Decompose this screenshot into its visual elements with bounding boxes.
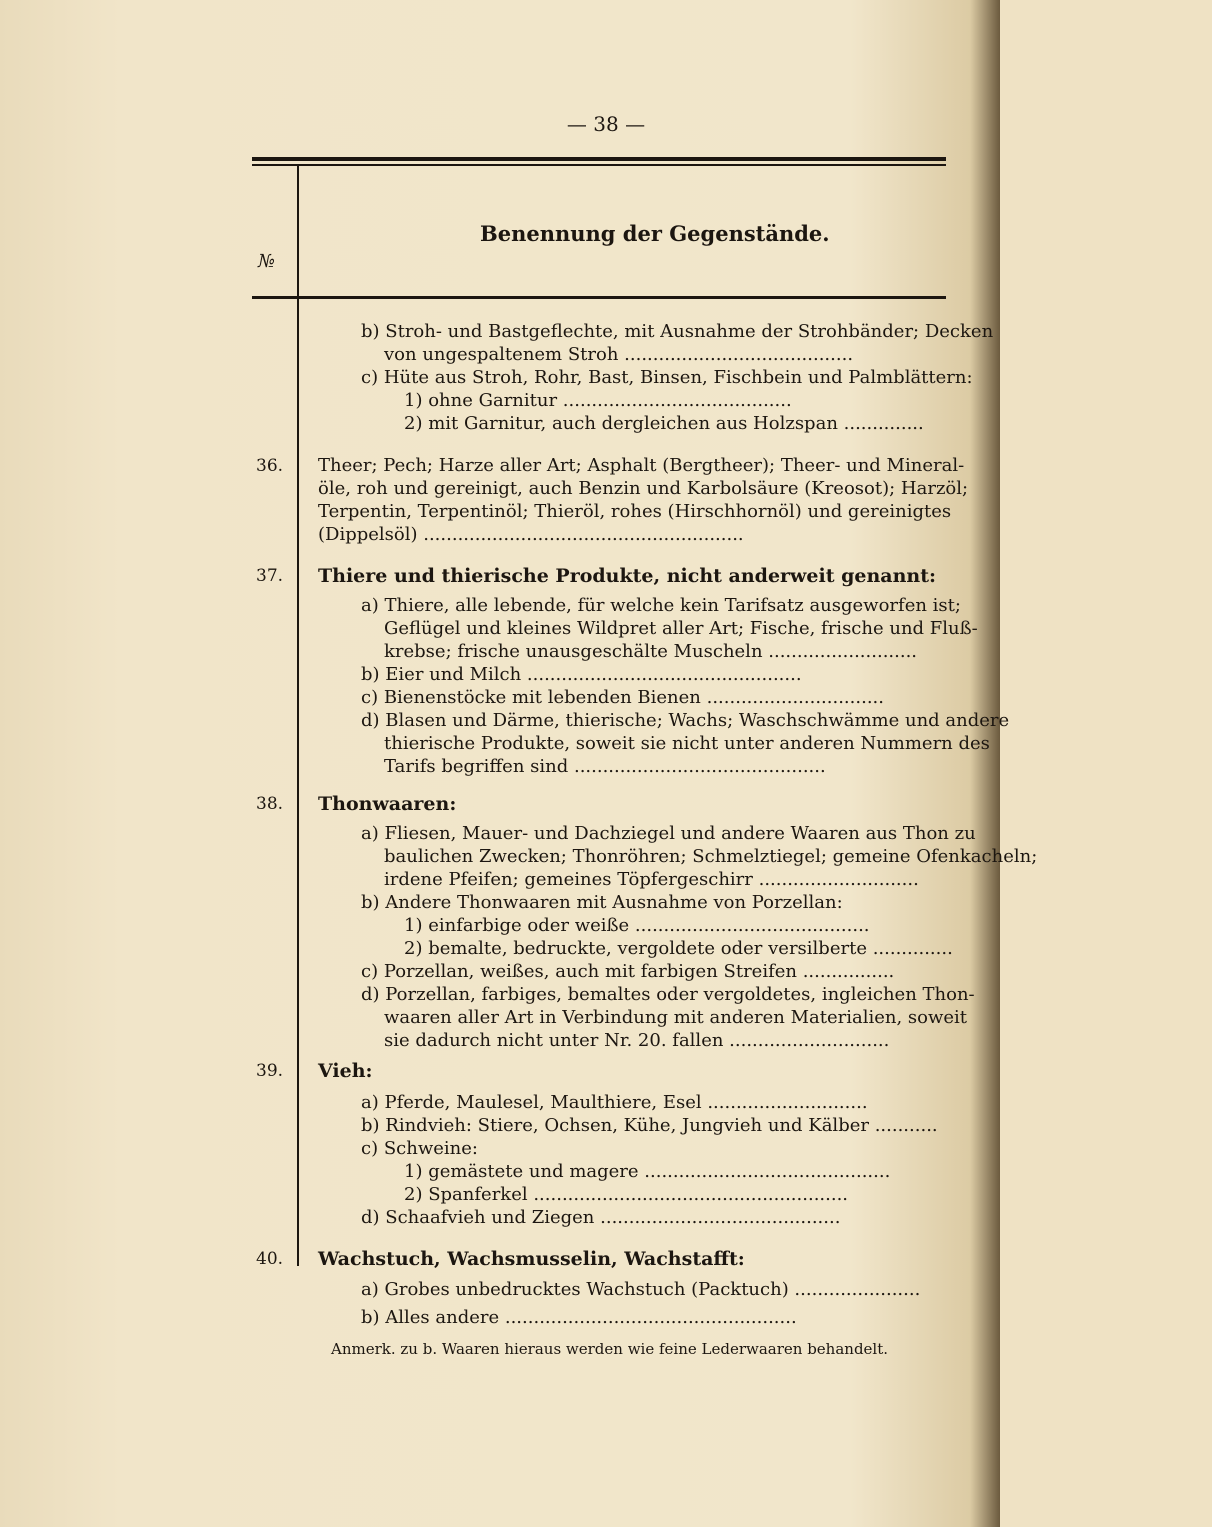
entry-line: d) Porzellan, farbiges, bemaltes oder vergoldetes, ingleichen Thon- [361, 984, 975, 1005]
entry-line: b) Eier und Milch ................................................ [361, 664, 802, 685]
column-header-number: № [258, 251, 276, 272]
entry-line: b) Alles andere ................................................... [361, 1307, 797, 1328]
footnote: Anmerk. zu b. Waaren hieraus werden wie feine Lederwaaren behandelt. [331, 1340, 889, 1358]
entry-number: 38. [256, 794, 284, 814]
entry-line: c) Porzellan, weißes, auch mit farbigen Streifen ................ [361, 961, 895, 982]
entry-line: c) Schweine: [361, 1138, 478, 1159]
entry-line: b) Rindvieh: Stiere, Ochsen, Kühe, Jungvieh und Kälber ........... [361, 1115, 938, 1136]
entry-line: Tarifs begriffen sind ............................................ [384, 756, 826, 777]
entry-line: (Dippelsöl) ........................................................ [318, 524, 744, 545]
entry-line: sie dadurch nicht unter Nr. 20. fallen ............................ [384, 1030, 890, 1051]
entry-heading: Wachstuch, Wachsmusselin, Wachstafft: [318, 1248, 745, 1270]
entry-number: 36. [256, 456, 284, 476]
entry-line: 1) ohne Garnitur ........................................ [404, 390, 792, 411]
entry-number: 39. [256, 1061, 284, 1081]
entry-line: 1) gemästete und magere ........................................... [404, 1161, 891, 1182]
entry-line: 1) einfarbige oder weiße ......................................... [404, 915, 870, 936]
entry-number: 37. [256, 566, 284, 586]
entry-line: c) Bienenstöcke mit lebenden Bienen ............................... [361, 687, 884, 708]
entry-line: irdene Pfeifen; gemeines Töpfergeschirr ............................ [384, 869, 919, 890]
entry-line: a) Fliesen, Mauer- und Dachziegel und andere Waaren aus Thon zu [361, 823, 976, 844]
entry-line: Theer; Pech; Harze aller Art; Asphalt (Bergtheer); Theer- und Mineral- [318, 455, 965, 476]
entry-line: 2) mit Garnitur, auch dergleichen aus Holzspan .............. [404, 413, 924, 434]
entry-line: krebse; frische unausgeschälte Muscheln .......................... [384, 641, 918, 662]
entry-line: von ungespaltenem Stroh ........................................ [384, 344, 854, 365]
entry-line: Geflügel und kleines Wildpret aller Art; Fische, frische und Fluß- [384, 618, 978, 639]
entry-heading: Thiere und thierische Produkte, nicht anderweit genannt: [318, 565, 937, 587]
entry-line: thierische Produkte, soweit sie nicht unter anderen Nummern des [384, 733, 990, 754]
page-number: — 38 — [566, 112, 646, 136]
entry-line: b) Andere Thonwaaren mit Ausnahme von Porzellan: [361, 892, 843, 913]
entry-line: a) Grobes unbedrucktes Wachstuch (Packtuch) ...................... [361, 1279, 921, 1300]
top-rule-thin [252, 164, 946, 166]
entry-line: d) Schaafvieh und Ziegen .......................................... [361, 1207, 841, 1228]
entry-line: a) Thiere, alle lebende, für welche kein Tarifsatz ausgeworfen ist; [361, 595, 961, 616]
entry-line: 2) bemalte, bedruckte, vergoldete oder versilberte .............. [404, 938, 953, 959]
entry-line: d) Blasen und Därme, thierische; Wachs; Waschschwämme und andere [361, 710, 1010, 731]
entry-line: b) Stroh- und Bastgeflechte, mit Ausnahme der Strohbänder; Decken [361, 321, 994, 342]
entry-line: waaren aller Art in Verbindung mit anderen Materialien, soweit [384, 1007, 968, 1028]
entry-line: c) Hüte aus Stroh, Rohr, Bast, Binsen, Fischbein und Palmblättern: [361, 367, 973, 388]
top-rule-thick [252, 157, 946, 161]
entry-line: baulichen Zwecken; Thonröhren; Schmelztiegel; gemeine Ofenkacheln; [384, 846, 1038, 867]
entry-line: 2) Spanferkel ....................................................... [404, 1184, 849, 1205]
entry-line: Terpentin, Terpentinöl; Thieröl, rohes (Hirschhornöl) und gereinigtes [318, 501, 952, 522]
column-divider [297, 166, 299, 1266]
entry-heading: Vieh: [318, 1060, 373, 1082]
entry-line: a) Pferde, Maulesel, Maulthiere, Esel ............................ [361, 1092, 868, 1113]
entry-heading: Thonwaaren: [318, 793, 457, 815]
column-header-title: Benennung der Gegenstände. [480, 221, 830, 246]
entry-number: 40. [256, 1249, 284, 1269]
header-bottom-rule [252, 296, 946, 299]
entry-line: öle, roh und gereinigt, auch Benzin und Karbolsäure (Kreosot); Harzöl; [318, 478, 969, 499]
